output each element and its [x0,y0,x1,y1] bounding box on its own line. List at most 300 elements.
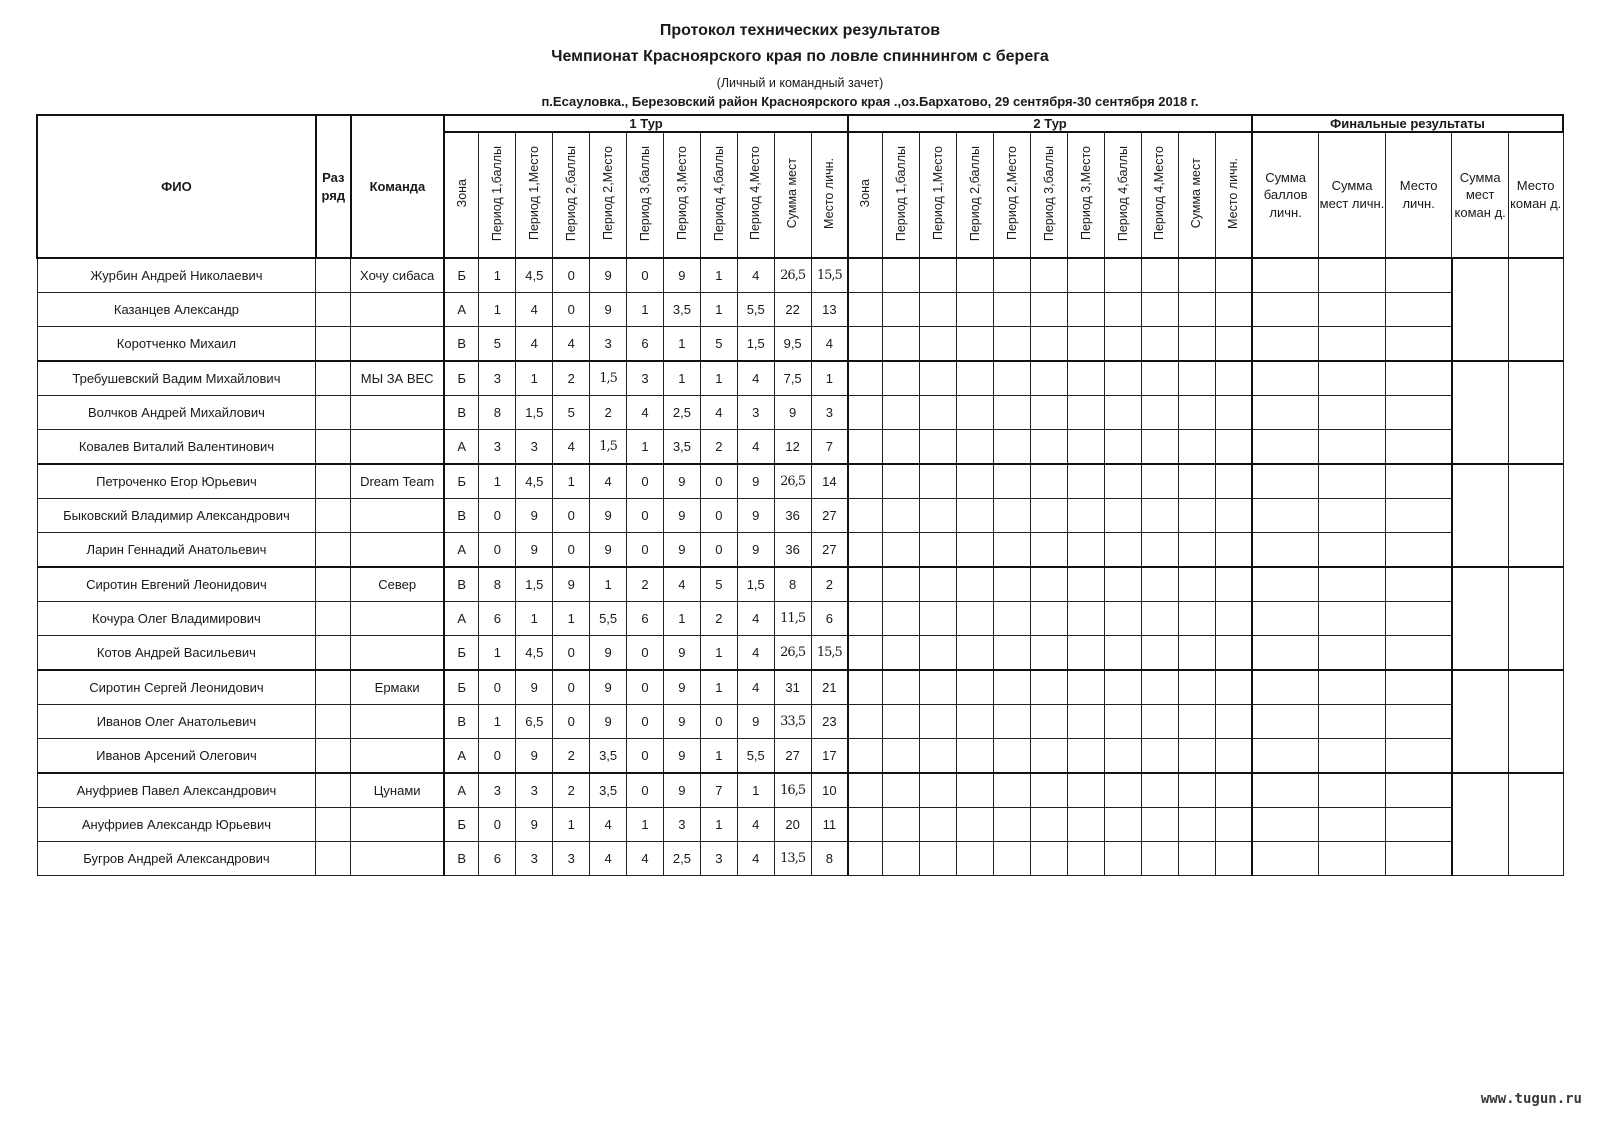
tour-2-col-label: Период 4,баллы [1115,145,1130,242]
tour-1-cell: 1 [516,602,553,636]
team-place-cell [1508,258,1563,361]
tour-1-col-label: Период 3,Место [674,146,689,241]
tour-2-cell [1178,670,1215,705]
final-cell [1385,773,1452,808]
tour-2-cell [1031,464,1068,499]
tour-1-cell: 5 [700,327,737,362]
tour-1-cell: 9 [516,670,553,705]
tour-2-cell [1215,842,1252,876]
tour-2-cell [1104,808,1141,842]
tour-1-cell: 1 [627,293,664,327]
tour-2-cell [957,739,994,774]
final-cell [1319,670,1386,705]
final-col-label: Место личн. [1399,178,1438,211]
tour-2-cell [1141,773,1178,808]
tour-1-cell: 9,5 [774,327,811,362]
tour-1-cell: 33,5 [774,705,811,739]
tour-2-cell [1104,430,1141,465]
tour-1-cell: 0 [479,739,516,774]
final-cell [1319,396,1386,430]
final-col-header [1252,132,1319,258]
tour-1-cell: 9 [774,396,811,430]
tour-2-cell [883,567,920,602]
tour-2-cell [957,636,994,671]
tour-1-cell: Б [444,258,479,293]
tour-2-cell [1178,327,1215,362]
final-cell [1252,567,1319,602]
team-cell [351,293,444,327]
tour-2-cell [920,567,957,602]
team-cell: Ермаки [351,670,444,705]
header-tour-1: 1 Тур [444,115,848,132]
tour-1-cell: 1 [590,567,627,602]
participant-name: Сиротин Сергей Леонидович [37,670,316,705]
tour-1-col-label: Период 2,Место [600,146,615,241]
tour-1-cell: 9 [663,258,700,293]
tour-1-cell: 15,5 [811,636,848,671]
tour-2-cell [1178,567,1215,602]
final-cell [1385,258,1452,293]
tour-1-cell: Б [444,361,479,396]
tour-1-cell: 0 [479,670,516,705]
tour-1-col-label: Зона [454,179,469,208]
tour-1-cell: 9 [590,670,627,705]
tour-1-cell: 4 [553,430,590,465]
table-row [37,327,1563,362]
tour-2-cell [920,636,957,671]
tour-1-cell: 17 [811,739,848,774]
tour-1-cell: 9 [663,670,700,705]
tour-1-cell: 27 [774,739,811,774]
team-sum-cell [1452,258,1508,361]
tour-2-cell [883,499,920,533]
tour-2-cell [1141,842,1178,876]
final-cell [1319,842,1386,876]
tour-1-cell: 4 [737,258,774,293]
tour-2-cell [957,705,994,739]
tour-2-cell [1031,670,1068,705]
team-cell [351,636,444,671]
tour-1-cell: 1 [479,705,516,739]
rank-cell [316,567,351,602]
tour-1-cell: 5 [553,396,590,430]
tour-2-cell [883,327,920,362]
tour-2-cell [1141,567,1178,602]
rank-cell [316,636,351,671]
tour-1-cell: 36 [774,533,811,568]
final-cell [1319,327,1386,362]
tour-2-col-label: Период 3,баллы [1041,145,1056,242]
tour-1-cell: 9 [516,739,553,774]
team-place-cell [1508,567,1563,670]
rank-cell [316,739,351,774]
final-cell [1385,739,1452,774]
tour-1-cell: 7 [700,773,737,808]
rank-cell [316,361,351,396]
tour-1-cell: 0 [553,636,590,671]
tour-1-cell: 1 [811,361,848,396]
tour-2-cell [1215,773,1252,808]
tour-2-cell [994,705,1031,739]
tour-1-cell: 0 [553,670,590,705]
tour-1-col-header [553,132,590,258]
tour-2-cell [1215,670,1252,705]
tour-2-cell [1067,430,1104,465]
tour-2-cell [848,293,883,327]
tour-1-cell: 0 [627,705,664,739]
tour-1-cell: 4 [590,808,627,842]
tour-1-cell: 3 [516,842,553,876]
tour-1-cell: 0 [479,533,516,568]
tour-1-cell: 22 [774,293,811,327]
tour-2-cell [994,499,1031,533]
tour-2-cell [1031,533,1068,568]
tour-2-cell [957,361,994,396]
tour-2-cell [1104,533,1141,568]
tour-2-cell [1067,567,1104,602]
final-col-label: Сумма баллов личн. [1263,169,1308,220]
team-cell [351,808,444,842]
tour-1-cell: 2 [700,602,737,636]
tour-2-cell [1141,602,1178,636]
tour-2-cell [957,327,994,362]
tour-1-col-header [516,132,553,258]
participant-name: Казанцев Александр [37,293,316,327]
tour-2-cell [1031,258,1068,293]
table-row [37,567,1563,602]
tour-2-cell [957,499,994,533]
tour-2-cell [1215,258,1252,293]
tour-1-cell: 20 [774,808,811,842]
tour-2-col-header [1104,132,1141,258]
tour-1-cell: 1 [479,464,516,499]
tour-1-col-label: Период 1,баллы [490,145,505,242]
tour-1-cell: 9 [737,499,774,533]
tour-2-cell [920,842,957,876]
tour-2-cell [1178,808,1215,842]
tour-2-cell [1178,499,1215,533]
tour-1-cell: 5 [479,327,516,362]
tour-2-cell [1141,258,1178,293]
team-sum-cell [1452,464,1508,567]
tour-1-cell: 3,5 [663,293,700,327]
tour-2-cell [994,773,1031,808]
tour-2-cell [1104,396,1141,430]
tour-2-cell [848,361,883,396]
tour-1-cell: 9 [590,499,627,533]
tour-1-cell: 3 [479,430,516,465]
tour-2-cell [1215,533,1252,568]
tour-1-cell: 1 [700,670,737,705]
tour-1-cell: 10 [811,773,848,808]
tour-2-col-header [1215,132,1252,258]
team-cell: Хочу сибаса [351,258,444,293]
tour-2-cell [920,396,957,430]
table-row [37,842,1563,876]
tour-1-col-header [444,132,479,258]
tour-2-cell [1067,602,1104,636]
rank-cell [316,293,351,327]
tour-1-cell: Б [444,636,479,671]
tour-2-cell [1067,773,1104,808]
tour-1-cell: 0 [479,499,516,533]
tour-2-cell [1178,842,1215,876]
final-cell [1252,258,1319,293]
tour-1-cell: Б [444,670,479,705]
tour-1-cell: 31 [774,670,811,705]
tour-2-cell [1031,808,1068,842]
final-col-label: Сумма мест личн. [1319,178,1385,211]
tour-2-cell [848,430,883,465]
tour-1-cell: 1,5 [737,327,774,362]
final-cell [1385,602,1452,636]
tour-2-cell [1178,602,1215,636]
tour-2-col-header [920,132,957,258]
tour-2-col-label: Зона [858,179,873,208]
tour-1-cell: 9 [737,705,774,739]
tour-2-cell [1104,258,1141,293]
rank-cell [316,499,351,533]
participant-name: Иванов Олег Анатольевич [37,705,316,739]
tour-1-cell: А [444,739,479,774]
tour-2-cell [957,567,994,602]
tour-2-cell [848,705,883,739]
rank-cell [316,842,351,876]
tour-1-cell: 1 [627,808,664,842]
tour-1-cell: 9 [663,499,700,533]
tour-1-cell: В [444,705,479,739]
tour-2-cell [1104,602,1141,636]
tour-1-cell: 1,5 [516,567,553,602]
tour-2-cell [1067,464,1104,499]
tour-1-cell: 1,5 [590,430,627,465]
team-sum-cell [1452,567,1508,670]
team-sum-cell [1452,670,1508,773]
tour-2-cell [957,808,994,842]
tour-1-cell: В [444,499,479,533]
tour-2-col-label: Место личн. [1226,158,1241,229]
tour-1-cell: 9 [737,464,774,499]
tour-2-cell [848,396,883,430]
tour-2-cell [1067,293,1104,327]
final-cell [1385,361,1452,396]
participant-name: Бугров Андрей Александрович [37,842,316,876]
tour-2-cell [1104,464,1141,499]
tour-1-cell: 9 [553,567,590,602]
tour-1-cell: 1,5 [590,361,627,396]
final-cell [1252,636,1319,671]
tour-1-cell: 9 [516,808,553,842]
team-place-cell [1508,464,1563,567]
tour-2-col-label: Период 3,Место [1078,146,1093,241]
tour-2-cell [920,499,957,533]
tour-1-col-label: Период 3,баллы [637,145,652,242]
tour-2-cell [1178,533,1215,568]
tour-1-cell: 1 [516,361,553,396]
tour-1-cell: 1 [479,293,516,327]
tour-1-cell: 0 [700,705,737,739]
tour-2-cell [1067,258,1104,293]
tour-1-cell: 5,5 [590,602,627,636]
participant-name: Петроченко Егор Юрьевич [37,464,316,499]
tour-2-cell [1215,464,1252,499]
tour-1-cell: 9 [663,533,700,568]
final-cell [1385,705,1452,739]
tour-1-cell: 3 [811,396,848,430]
tour-2-cell [920,361,957,396]
tour-2-cell [957,293,994,327]
tour-1-col-label: Место личн. [822,158,837,229]
document-title: Протокол технических результатов [659,22,941,39]
tour-1-cell: 0 [627,773,664,808]
tour-2-col-header [1031,132,1068,258]
tour-2-cell [994,396,1031,430]
participant-name: Ковалев Виталий Валентинович [37,430,316,465]
table-row [37,533,1563,568]
tour-2-cell [1141,808,1178,842]
tour-2-cell [1067,705,1104,739]
tour-2-cell [1141,430,1178,465]
rank-cell [316,464,351,499]
final-cell [1252,327,1319,362]
tour-1-cell: 1 [663,361,700,396]
tour-2-col-label: Период 2,Место [1004,146,1019,241]
tour-1-cell: 1 [700,361,737,396]
tour-2-cell [1141,739,1178,774]
tour-2-cell [1178,773,1215,808]
tour-1-cell: 9 [590,258,627,293]
tour-2-cell [1141,533,1178,568]
tour-1-cell: 4 [516,327,553,362]
tour-1-cell: 5,5 [737,739,774,774]
tour-2-cell [1141,396,1178,430]
participant-name: Ануфриев Павел Александрович [37,773,316,808]
tour-2-cell [994,739,1031,774]
table-row [37,464,1563,499]
table-row [37,499,1563,533]
participant-name: Журбин Андрей Николаевич [37,258,316,293]
tour-2-cell [957,430,994,465]
tour-2-cell [994,327,1031,362]
team-cell [351,842,444,876]
tour-2-cell [994,361,1031,396]
final-cell [1319,773,1386,808]
tour-1-cell: 3,5 [590,773,627,808]
tour-1-cell: 15,5 [811,258,848,293]
tour-1-cell: 3 [627,361,664,396]
header-fio: ФИО [37,115,316,258]
final-cell [1319,258,1386,293]
final-cell [1319,499,1386,533]
table-row [37,602,1563,636]
final-cell [1385,499,1452,533]
tour-1-cell: 0 [627,739,664,774]
tour-2-cell [1104,842,1141,876]
rank-cell [316,396,351,430]
tour-2-cell [1104,567,1141,602]
tour-1-col-label: Период 2,баллы [563,145,578,242]
team-cell [351,430,444,465]
championship-title: Чемпионат Красноярского края по ловле спиннингом с берега [551,48,1049,65]
tour-2-cell [1104,327,1141,362]
tour-1-cell: 4 [590,842,627,876]
tour-1-cell: 1 [663,327,700,362]
tour-2-cell [1141,464,1178,499]
tour-2-col-label: Сумма мест [1189,158,1204,229]
tour-1-cell: 9 [663,773,700,808]
tour-2-cell [1104,499,1141,533]
participant-name: Коротченко Михаил [37,327,316,362]
tour-1-cell: 6 [479,842,516,876]
tour-2-cell [848,567,883,602]
tour-1-cell: 8 [479,396,516,430]
tour-1-cell: 9 [590,705,627,739]
tour-1-cell: 4 [627,842,664,876]
tour-2-cell [848,808,883,842]
final-cell [1385,293,1452,327]
table-row [37,258,1563,293]
tour-1-cell: А [444,773,479,808]
scoring-note: (Личный и командный зачет) [716,76,884,90]
tour-2-col-label: Период 1,баллы [894,145,909,242]
tour-1-cell: 4 [553,327,590,362]
table-row [37,430,1563,465]
tour-1-cell: 2 [590,396,627,430]
tour-1-cell: 0 [553,258,590,293]
rank-cell [316,773,351,808]
tour-1-col-header [627,132,664,258]
tour-2-cell [1104,670,1141,705]
tour-1-cell: 1 [700,293,737,327]
tour-2-cell [883,396,920,430]
team-sum-cell [1452,773,1508,876]
header-rank: Раз ряд [316,115,351,258]
tour-2-cell [994,636,1031,671]
table-row [37,670,1563,705]
final-cell [1252,705,1319,739]
tour-1-cell: 2 [700,430,737,465]
tour-1-cell: 0 [627,499,664,533]
tour-2-cell [957,842,994,876]
tour-1-cell: 23 [811,705,848,739]
tour-1-cell: 1 [627,430,664,465]
tour-2-col-header [1067,132,1104,258]
tour-1-cell: 7,5 [774,361,811,396]
tour-2-col-header [1178,132,1215,258]
tour-2-cell [883,430,920,465]
final-col-header [1319,132,1386,258]
final-cell [1385,567,1452,602]
tour-1-cell: 0 [627,258,664,293]
tour-1-col-label: Период 1,Место [527,146,542,241]
participant-name: Кочура Олег Владимирович [37,602,316,636]
tour-1-col-header [700,132,737,258]
table-row [37,361,1563,396]
tour-1-col-header [663,132,700,258]
tour-2-cell [1178,361,1215,396]
tour-1-cell: А [444,533,479,568]
tour-2-cell [848,636,883,671]
rank-cell [316,430,351,465]
tour-2-cell [1215,636,1252,671]
header-team: Команда [351,115,444,258]
tour-2-cell [994,602,1031,636]
tour-1-cell: 1 [663,602,700,636]
final-cell [1385,464,1452,499]
tour-2-cell [1178,705,1215,739]
tour-2-cell [957,773,994,808]
tour-1-cell: 26,5 [774,464,811,499]
